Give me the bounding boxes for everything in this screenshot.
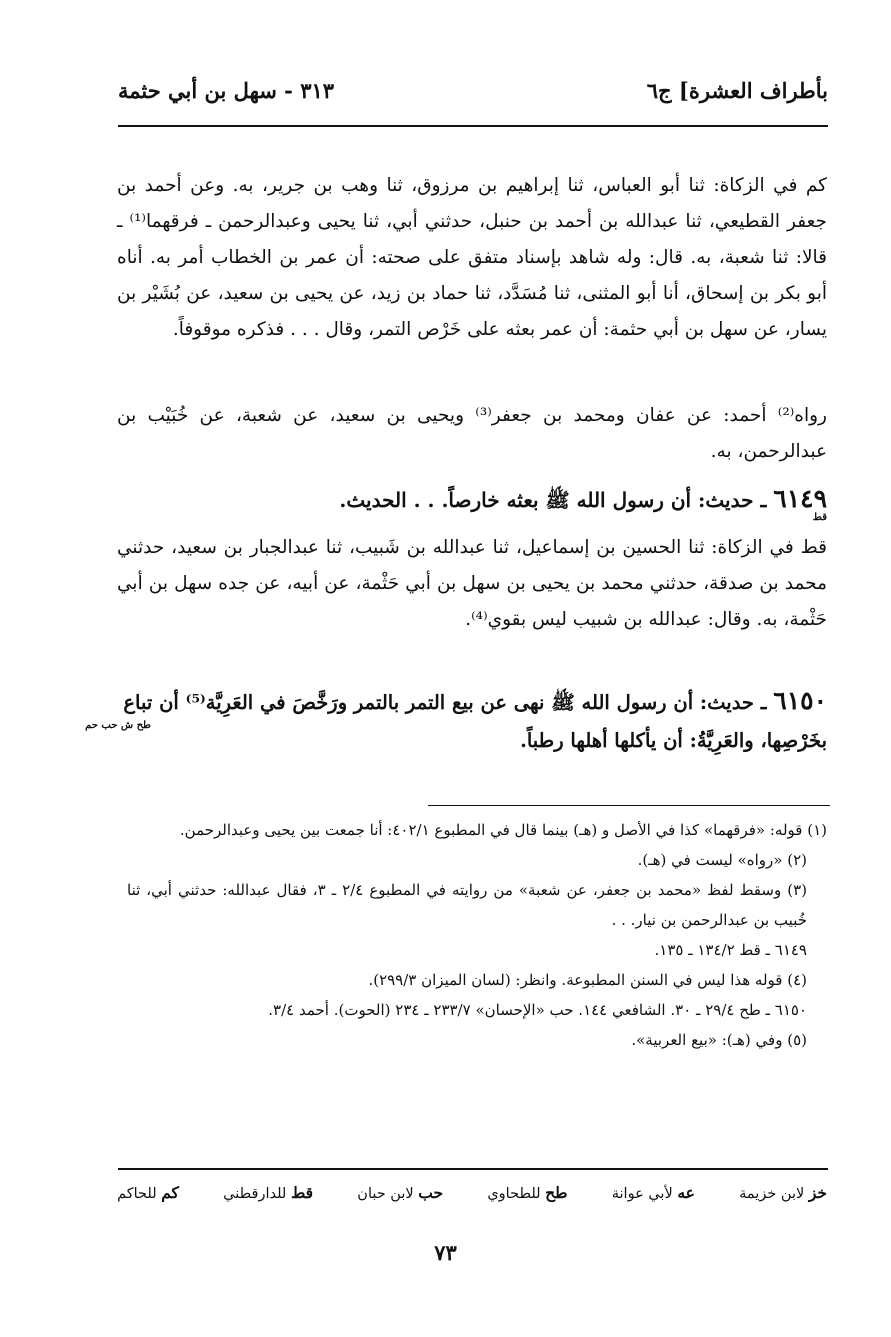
header-rule — [118, 125, 828, 127]
hadith-text: ـ حديث: أن رسول الله ﷺ نهى عن بيع التمر بالتمر ورَخَّصَ في العَرِيَّة⁽⁵⁾ أن تباع بخَرْصِها، والعَرِيَّةُ: أن يأكلها أهلها رطباً. — [123, 691, 827, 752]
abbr-item: طح للطحاوي — [487, 1183, 568, 1202]
paragraph-ahmad: رواه⁽²⁾ أحمد: عن عفان ومحمد بن جعفر⁽³⁾ ويحيى بن سعيد، عن شعبة، عن خُبَيْب بن عبدالرحمن، به. — [117, 405, 827, 462]
paragraph-daraqutni: قط في الزكاة: ثنا الحسين بن إسماعيل، ثنا عبدالله بن شَبيب، ثنا عبدالجبار بن سعيد، حدثني محمد بن صدقة، حدثني محمد بن يحيى بن سهل بن أبي حَثْمة، عن أبيه، عن جده سهل بن أبي حَثْمة، به. وقال: عبدالله بن شبيب ليس بقوي⁽⁴⁾. — [117, 537, 827, 630]
header-volume-title: بأطراف العشرة] ج٦ — [646, 78, 828, 103]
hadith-6149-heading — [117, 484, 827, 517]
paragraph-hakim: كم في الزكاة: ثنا أبو العباس، ثنا إبراهيم بن مرزوق، ثنا وهب بن جرير، به. وعن أحمد بن جعفر القطيعي، ثنا عبدالله بن أحمد بن حنبل، حدثني أبي، ثنا يحيى وعبدالرحمن ـ فرقهما⁽¹⁾ ـ قالا: ثنا شعبة، به. قال: وله شاهد بإسناد متفق على صحته: أن عمر بن الخطاب أمر به. أناه أبو بكر بن إسحاق، أنا أبو المثنى، ثنا مُسَدَّد، ثنا حماد بن زيد، عن يحيى بن سعيد، عن بُشَيْر بن يسار، عن سهل بن أبي حثمة: أن عمر بعثه على خَرْص التمر، وقال . . . فذكره موقوفاً. — [117, 175, 827, 340]
footnote-3: (٣) وسقط لفظ «محمد بن جعفر، عن شعبة» من روايته في المطبوع ٢/٤ ـ ٣، فقال عبدالله: حدثني أبي، ثنا خُبيب بن عبدالرحمن بن نيار. . . — [127, 881, 807, 929]
footnote-1: (١) قوله: «فرقهما» كذا في الأصل و (هـ) بينما قال في المطبوع ٤٠٢/١: أنا جمعت بين يحيى وعبدالرحمن. — [179, 821, 827, 839]
abbr-item: عه لأبي عوانة — [611, 1183, 695, 1202]
footnote-4: (٤) قوله هذا ليس في السنن المطبوعة. وانظر: (لسان الميزان ٢٩٩/٣). — [368, 971, 807, 989]
abbr-item: قط للدارقطني — [223, 1183, 314, 1202]
footnote-5: (٥) وفي (هـ): «بيع العربية». — [631, 1031, 807, 1049]
abbr-item: حب لابن حبان — [357, 1183, 444, 1202]
abbr-item: كم للحاكم — [117, 1183, 179, 1202]
hadith-number: ٦١٤٩ — [773, 484, 827, 513]
hadith-text: ـ حديث: أن رسول الله ﷺ بعثه خارصاً. . . الحديث. — [339, 488, 767, 512]
running-header — [118, 78, 828, 112]
footnote-separator — [428, 805, 830, 806]
footnote-6149-ref: ٦١٤٩ ـ قط ١٣٤/٢ ـ ١٣٥. — [654, 941, 807, 959]
source-tags-6149: قط — [812, 512, 827, 523]
abbr-item: خز لابن خزيمة — [739, 1183, 827, 1202]
source-tags-6150: طح ش حب حم — [85, 720, 151, 731]
abbreviation-key — [117, 1183, 827, 1202]
footnote-2: (٢) «رواه» ليست في (هـ). — [637, 851, 807, 869]
hadith-number: ٦١٥٠ — [773, 686, 827, 715]
footnotes — [127, 815, 827, 1055]
hadith-6150-heading — [117, 682, 827, 760]
footnote-6150-ref: ٦١٥٠ ـ طح ٢٩/٤ ـ ٣٠. الشافعي ١٤٤. حب «الإحسان» ٢٣٣/٧ ـ ٢٣٤ (الحوت). أحمد ٣/٤. — [268, 1001, 807, 1019]
page-number: ٧٣ — [434, 1240, 457, 1265]
header-chapter-title: ٣١٣ - سهل بن أبي حثمة — [118, 78, 335, 103]
abbreviation-rule — [118, 1168, 828, 1170]
